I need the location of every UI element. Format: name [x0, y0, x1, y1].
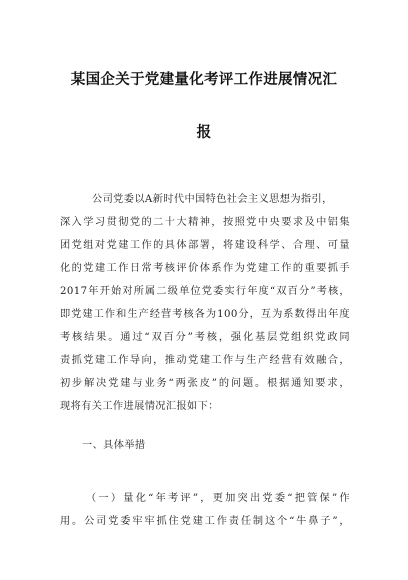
paragraph-1-line-6: 即党建工作和生产经营考核各为100分，互为系数得出年度 — [60, 309, 350, 320]
paragraph-1-line-7: 考核结果。通过“双百分”考核，强化基层党组织党政同 — [60, 332, 350, 343]
section-heading: 一、具体举措 — [82, 440, 146, 451]
paragraph-1-line-1: 公司党委以A新时代中国特色社会主义思想为指引， — [92, 194, 333, 205]
paragraph-2-line-1: （一）量化“年考评”，更加突出党委“把管保”作 — [86, 493, 350, 504]
paragraph-2-line-2: 用。公司党委牢牢抓住党建工作责任制这个“牛鼻子”， — [60, 516, 350, 527]
paragraph-1-line-5: 2017年开始对所属二级单位党委实行年度“双百分”考核， — [60, 286, 350, 297]
paragraph-1-line-4: 化的党建工作日常考核评价体系作为党建工作的重要抓手 — [60, 263, 350, 274]
paragraph-1-line-2: 深入学习贯彻党的二十大精神，按照党中央要求及中铝集 — [60, 217, 350, 228]
document-title-line-2: 报 — [196, 125, 212, 141]
paragraph-1-line-8: 责抓党建工作导向，推动党建工作与生产经营有效融合， — [60, 355, 350, 366]
document-title-line-1: 某国企关于党建量化考评工作进展情况汇 — [70, 72, 338, 88]
paragraph-1-line-3: 团党组对党建工作的具体部署，将建设科学、合理、可量 — [60, 240, 350, 251]
paragraph-1-line-10: 现将有关工作进展情况汇报如下： — [60, 401, 219, 412]
paragraph-1-line-9: 初步解决党建与业务“两张皮”的问题。根据通知要求， — [60, 378, 350, 389]
